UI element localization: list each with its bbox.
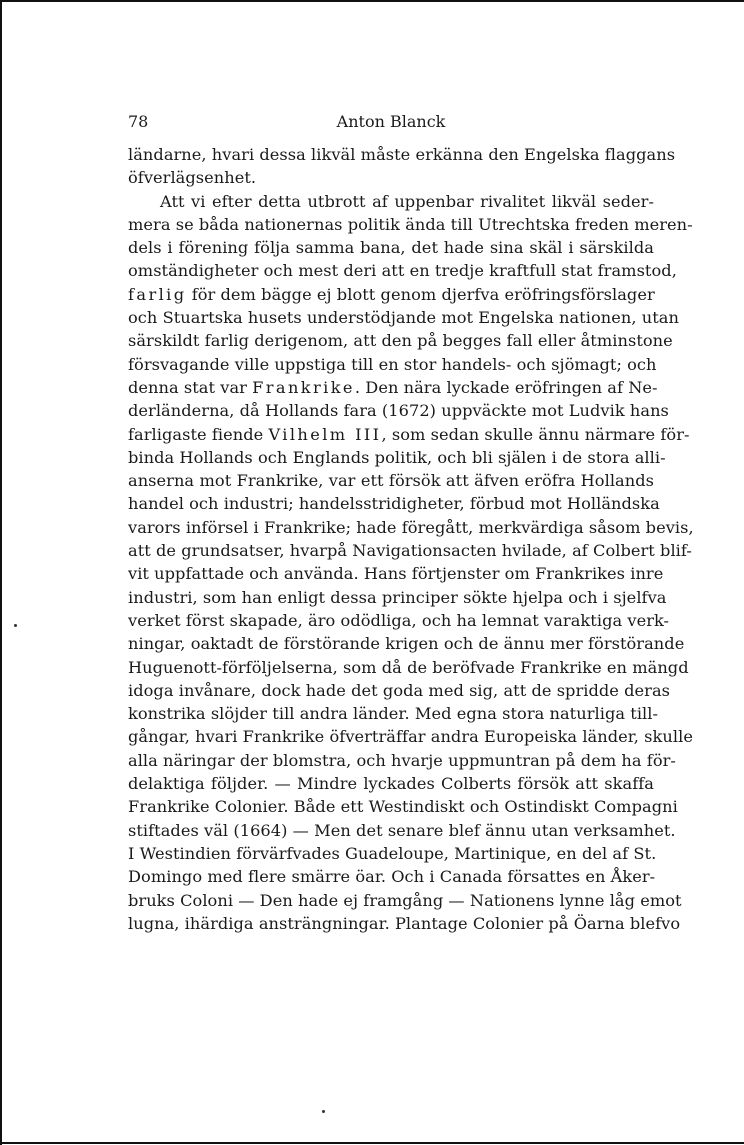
text-line: varors införsel i Frankrike; hade föregått, merkvärdiga såsom bevis, [128, 517, 694, 537]
text-line: bruks Coloni — Den hade ej framgång — Nationens lynne låg emot [128, 890, 682, 910]
text-line: I Westindien förvärfvades Guadeloupe, Martinique, en del af St. [128, 843, 657, 863]
text-line: konstrika slöjder till andra länder. Med egna stora naturliga till- [128, 704, 659, 724]
text-line: industri, som han enligt dessa principer sökte hjelpa och i sjelfva [128, 587, 667, 607]
text-line: att de grundsatser, hvarpå Navigationsacten hvilade, af Colbert blif- [128, 541, 692, 561]
text-line [128, 376, 658, 399]
text-line: försvagande ville uppstiga till en stor handels- och sjömagt; och [128, 354, 657, 374]
page-header [128, 112, 654, 136]
text-line: ländarne, hvari dessa likväl måste erkänna den Engelska flaggans [128, 145, 676, 164]
text-line: idoga invånare, dock hade det goda med sig, att de spridde deras [128, 680, 671, 700]
text-segment: . Den nära lyckade eröfringen af Ne- [354, 377, 658, 397]
text-line: öfverlägsenhet. [128, 168, 257, 188]
text-segment: farligaste fiende [128, 424, 269, 444]
emphasis-text: farlig [128, 284, 187, 304]
scan-edge-top [0, 0, 744, 2]
text-line: Domingo med flere smärre öar. Och i Canada försattes en Åker- [128, 867, 656, 887]
page-number: 78 [128, 112, 149, 131]
scan-speck [14, 624, 17, 627]
text-line: vit uppfattade och använda. Hans förtjenster om Frankrikes inre [128, 564, 664, 584]
text-line: lugna, ihärdiga ansträngningar. Plantage Colonier på Öarna blefvo [128, 913, 681, 933]
text-segment: , som sedan skulle ännu närmare för- [381, 424, 690, 444]
text-line: mera se båda nationernas politik ända till Utrechtska freden meren- [128, 214, 693, 234]
text-line: och Stuartska husets understödjande mot Engelska nationen, utan [128, 308, 679, 328]
scan-edge-bottom [0, 1142, 744, 1144]
text-line: anserna mot Frankrike, var ett försök att äfven eröfra Hollands [128, 471, 654, 491]
text-line: Huguenott-förföljelserna, som då de beröfvade Frankrike en mängd [128, 657, 689, 677]
text-line: Att vi efter detta utbrott af uppenbar rivalitet likväl seder- [160, 191, 654, 211]
text-line: särskildt farlig derigenom, att den på begges fall eller åtminstone [128, 331, 673, 351]
running-head: Anton Blanck [336, 112, 446, 131]
text-line: Frankrike Colonier. Både ett Westindiskt och Ostindiskt Compagni [128, 797, 678, 817]
text-segment: denna stat var [128, 377, 253, 397]
text-line: binda Hollands och Englands politik, och bli själen i de stora alli- [128, 447, 666, 467]
text-line: alla näringar der blomstra, och hvarje uppmuntran på dem ha för- [128, 750, 676, 770]
text-line: delaktiga följder. — Mindre lyckades Colberts försök att skaffa [128, 774, 654, 794]
text-line: gångar, hvari Frankrike öfverträffar andra Europeiska länder, skulle [128, 727, 693, 747]
text-line: ningar, oaktadt de förstörande krigen och de ännu mer förstörande [128, 634, 685, 654]
scan-edge-left [0, 0, 2, 1145]
emphasis-text: Vilhelm III [268, 424, 382, 444]
text-line [128, 423, 690, 446]
text-line: omständigheter och mest deri att en tredje kraftfull stat framstod, [128, 261, 677, 281]
emphasis-text: Frankrike [252, 377, 355, 397]
text-line: derländerna, då Hollands fara (1672) uppväckte mot Ludvik hans [128, 401, 669, 421]
text-line [128, 283, 654, 306]
text-line: dels i förening följa samma bana, det hade sina skäl i särskilda [128, 238, 654, 258]
scan-speck [322, 1110, 325, 1113]
body-text [128, 143, 694, 935]
text-line: stiftades väl (1664) — Men det senare blef ännu utan verksamhet. [128, 820, 676, 840]
text-segment: för dem bägge ej blott genom djerfva eröfringsförslager [186, 284, 655, 304]
text-line: verket först skapade, äro odödliga, och ha lemnat varaktiga verk- [128, 610, 670, 630]
text-line: handel och industri; handelsstridigheter, förbud mot Holländska [128, 494, 660, 514]
